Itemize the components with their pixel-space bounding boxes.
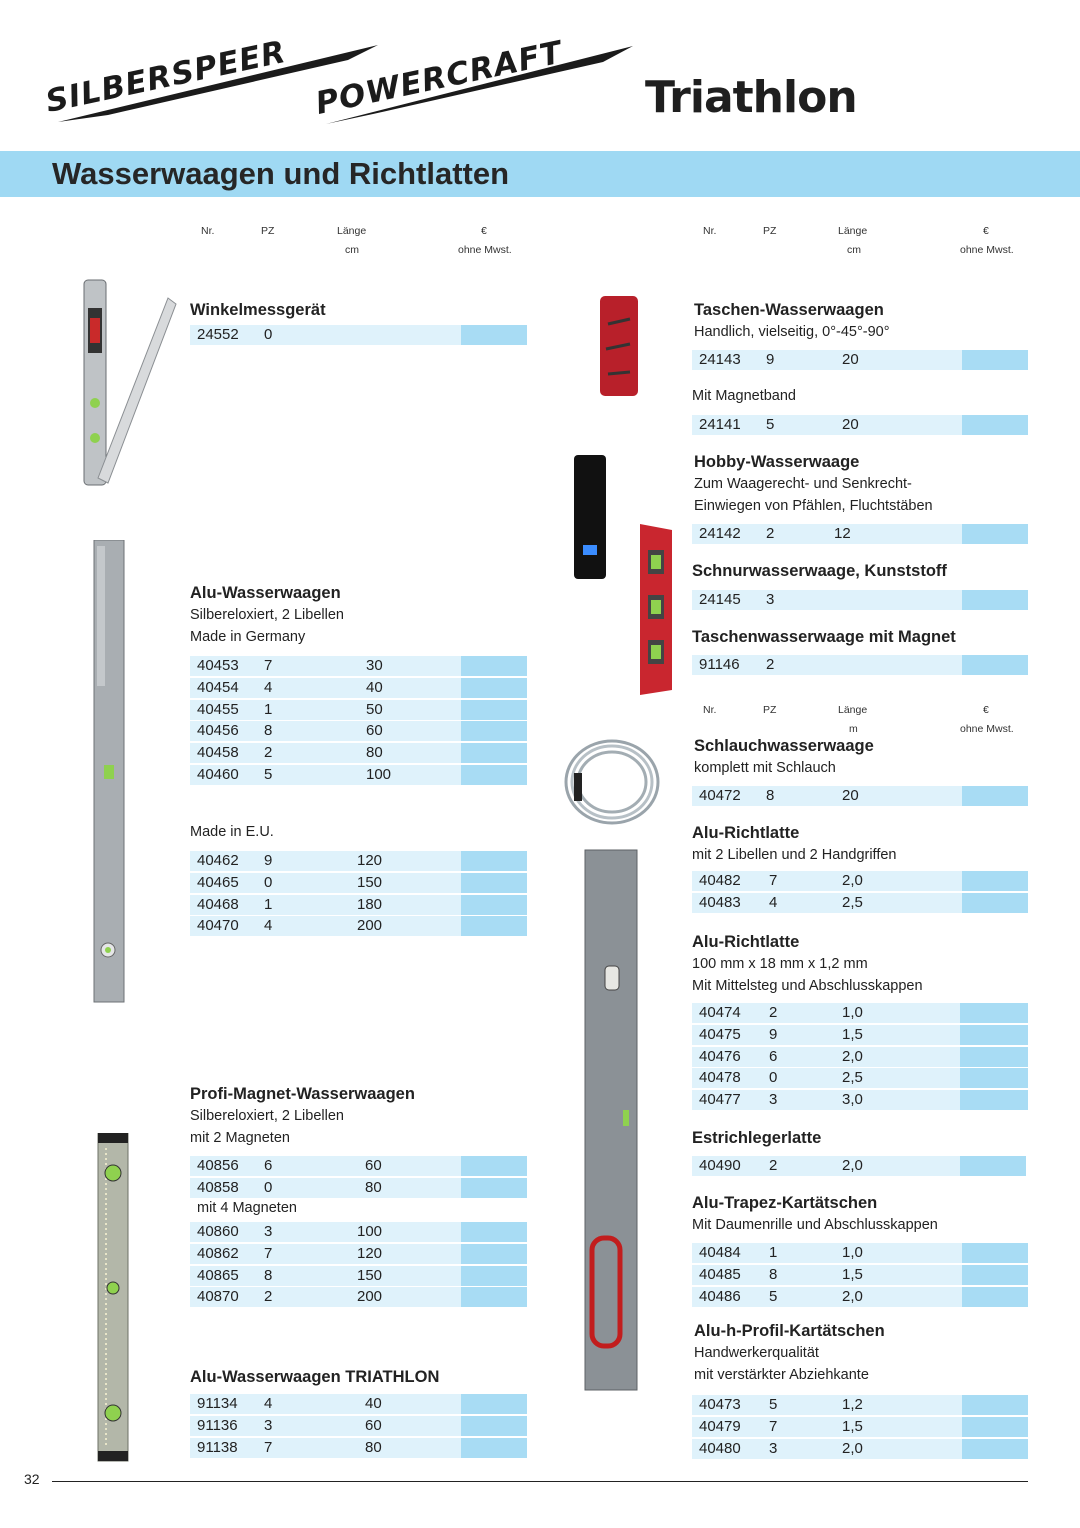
article-number: 40858	[197, 1178, 239, 1196]
article-number: 40458	[197, 744, 239, 762]
article-number: 40477	[699, 1091, 741, 1109]
article-number: 91134	[197, 1395, 238, 1412]
aluminium-spirit-level-image	[92, 540, 126, 1005]
article-number: 40474	[699, 1004, 741, 1021]
article-number: 40460	[197, 765, 239, 783]
article-number: 40453	[197, 657, 239, 674]
article-number: 40468	[197, 895, 239, 913]
pocket-level-red-image	[598, 294, 640, 398]
header-nr: Nr.	[703, 704, 717, 716]
article-number: 91136	[197, 1416, 238, 1434]
length-value: 40	[365, 1395, 382, 1412]
article-number: 40472	[699, 787, 741, 804]
length-value: 1,0	[842, 1244, 863, 1261]
length-value: 200	[357, 1288, 383, 1306]
brand-logo-triathlon: Triathlon	[645, 72, 857, 123]
length-value: 80	[365, 1178, 382, 1196]
section-subtitle: mit verstärkter Abziehkante	[694, 1367, 869, 1383]
hose-level-image	[560, 735, 664, 829]
article-number: 40475	[699, 1025, 741, 1043]
pack-quantity: 8	[264, 722, 273, 740]
length-value: 2,5	[842, 1069, 863, 1087]
pack-quantity: 0	[264, 326, 273, 343]
article-number: 40483	[699, 893, 741, 911]
article-number: 40462	[197, 852, 239, 869]
article-number: 40478	[699, 1069, 741, 1087]
section-title-profi-magnet: Profi-Magnet-Wasserwaagen	[190, 1085, 415, 1103]
pack-quantity: 4	[264, 1395, 273, 1412]
pack-quantity: 3	[769, 1091, 778, 1109]
length-value: 1,5	[842, 1265, 863, 1283]
header-tax: ohne Mwst.	[960, 723, 1014, 735]
length-value: 60	[365, 1416, 382, 1434]
length-value: 1,5	[842, 1025, 863, 1043]
article-number: 40479	[699, 1417, 741, 1435]
brand-logo-powercraft	[312, 34, 638, 134]
length-value: 200	[357, 917, 383, 935]
article-number: 91146	[699, 656, 740, 673]
article-number: 40870	[197, 1288, 239, 1306]
article-number: 40465	[197, 873, 239, 891]
pack-quantity: 0	[769, 1069, 778, 1087]
section-subtitle: Mit Mittelsteg und Abschlusskappen	[692, 978, 923, 994]
section-title-hobby: Hobby-Wasserwaage	[694, 453, 860, 471]
pack-quantity: 2	[264, 744, 273, 762]
pack-quantity: 2	[766, 656, 775, 673]
header-length: Länge	[838, 225, 868, 237]
length-value: 2,0	[842, 1439, 863, 1457]
length-value: 150	[357, 1266, 383, 1284]
header-nr: Nr.	[703, 225, 717, 237]
pack-quantity: 1	[264, 700, 273, 718]
length-value: 60	[366, 722, 383, 740]
pack-quantity: 3	[264, 1223, 273, 1240]
length-value: 120	[357, 852, 383, 869]
article-number: 24141	[699, 416, 741, 433]
header-unit: cm	[847, 244, 861, 256]
header-tax: ohne Mwst.	[960, 244, 1014, 256]
header-unit: cm	[345, 244, 359, 256]
pack-quantity: 7	[769, 872, 778, 889]
length-value: 80	[366, 744, 383, 762]
pack-quantity: 9	[766, 351, 775, 368]
made-in-eu-label: Made in E.U.	[190, 824, 274, 840]
section-subtitle: komplett mit Schlauch	[694, 760, 836, 776]
length-value: 150	[357, 873, 383, 891]
section-subtitle: Einwiegen von Pfählen, Fluchtstäben	[694, 498, 933, 514]
pack-quantity: 3	[766, 591, 775, 608]
pack-quantity: 7	[264, 1244, 273, 1262]
aluminium-straightedge-image	[583, 848, 639, 1393]
pack-quantity: 3	[769, 1439, 778, 1457]
section-title-taschen-magnet: Taschenwasserwaage mit Magnet	[692, 628, 956, 646]
header-nr: Nr.	[201, 225, 215, 237]
section-subtitle: 100 mm x 18 mm x 1,2 mm	[692, 956, 868, 972]
pack-quantity: 5	[766, 416, 775, 433]
length-value: 60	[365, 1157, 382, 1174]
article-number: 24143	[699, 351, 741, 368]
article-number: 40470	[197, 917, 239, 935]
section-title-richtlatte-2: Alu-Richtlatte	[692, 933, 800, 951]
pack-quantity: 3	[264, 1416, 273, 1434]
article-number: 24145	[699, 591, 741, 608]
section-title-trapez: Alu-Trapez-Kartätschen	[692, 1194, 878, 1212]
pack-quantity: 1	[769, 1244, 778, 1261]
pack-quantity: 6	[769, 1047, 778, 1065]
section-title-estrich: Estrichlegerlatte	[692, 1129, 822, 1147]
header-pz: PZ	[763, 225, 777, 237]
pack-quantity: 4	[769, 893, 778, 911]
pack-quantity: 7	[264, 657, 273, 674]
article-number: 40476	[699, 1047, 741, 1065]
article-number: 40480	[699, 1439, 741, 1457]
section-title-schlauch: Schlauchwasserwaage	[694, 737, 874, 755]
pack-quantity: 0	[264, 1178, 273, 1196]
length-value: 20	[842, 416, 859, 433]
article-number: 40862	[197, 1244, 239, 1262]
pack-quantity: 0	[264, 873, 273, 891]
header-tax: ohne Mwst.	[458, 244, 512, 256]
article-number: 40856	[197, 1157, 239, 1174]
section-title-h-profil: Alu-h-Profil-Kartätschen	[694, 1322, 885, 1340]
angle-meter-image	[78, 278, 180, 488]
pack-quantity: 5	[769, 1396, 778, 1413]
silberspeer-wordmark: SILBERSPEER	[42, 33, 290, 120]
length-value: 3,0	[842, 1091, 863, 1109]
length-value: 30	[366, 657, 383, 674]
section-subtitle: Mit Daumenrille und Abschlusskappen	[692, 1217, 938, 1233]
pack-quantity: 2	[769, 1004, 778, 1021]
pack-quantity: 9	[769, 1025, 778, 1043]
section-title-richtlatte-1: Alu-Richtlatte	[692, 824, 800, 842]
header-length: Länge	[838, 704, 868, 716]
section-subtitle: Made in Germany	[190, 629, 306, 645]
pack-quantity: 4	[264, 917, 273, 935]
header-currency: €	[983, 704, 989, 716]
section-title-taschen: Taschen-Wasserwaagen	[694, 301, 884, 319]
pack-quantity: 6	[264, 1157, 273, 1174]
header-length: Länge	[337, 225, 367, 237]
pack-quantity: 2	[264, 1288, 273, 1306]
length-value: 1,0	[842, 1004, 863, 1021]
length-value: 20	[842, 351, 859, 368]
header-unit: m	[849, 723, 858, 735]
length-value: 2,5	[842, 893, 863, 911]
length-value: 1,5	[842, 1417, 863, 1435]
article-number: 24142	[699, 525, 741, 542]
article-number: 40486	[699, 1287, 741, 1305]
magnetic-spirit-level-image	[96, 1133, 130, 1463]
pack-quantity: 2	[769, 1157, 778, 1174]
article-number: 40454	[197, 678, 239, 696]
length-value: 100	[357, 1223, 383, 1240]
pack-quantity: 4	[264, 678, 273, 696]
section-subtitle: Handwerkerqualität	[694, 1345, 819, 1361]
pack-quantity: 7	[769, 1417, 778, 1435]
section-subtitle: Silbereloxiert, 2 Libellen	[190, 1108, 344, 1124]
length-value: 80	[365, 1438, 382, 1456]
length-value: 1,2	[842, 1396, 863, 1413]
magnet-band-label: Mit Magnetband	[692, 388, 796, 404]
header-currency: €	[481, 225, 487, 237]
pack-quantity: 1	[264, 895, 273, 913]
article-number: 24552	[197, 326, 239, 343]
header-currency: €	[983, 225, 989, 237]
torpedo-level-red-image	[638, 520, 674, 696]
article-number: 40860	[197, 1223, 239, 1240]
article-number: 40482	[699, 872, 741, 889]
pack-quantity: 5	[769, 1287, 778, 1305]
pack-quantity: 2	[766, 525, 775, 542]
section-subtitle: mit 2 Libellen und 2 Handgriffen	[692, 847, 897, 863]
length-value: 180	[357, 895, 383, 913]
length-value: 100	[366, 765, 392, 783]
article-number: 40485	[699, 1265, 741, 1283]
article-number: 91138	[197, 1438, 238, 1456]
article-number: 40865	[197, 1266, 239, 1284]
section-title-alu-wasserwaagen: Alu-Wasserwaagen	[190, 584, 341, 602]
length-value: 20	[842, 787, 859, 804]
length-value: 120	[357, 1244, 383, 1262]
length-value: 40	[366, 678, 383, 696]
pack-quantity: 8	[769, 1265, 778, 1283]
section-subtitle: Handlich, vielseitig, 0°-45°-90°	[694, 324, 890, 340]
section-subtitle: mit 2 Magneten	[190, 1130, 290, 1146]
pack-quantity: 9	[264, 852, 273, 869]
header-pz: PZ	[261, 225, 275, 237]
length-value: 50	[366, 700, 383, 718]
article-number: 40473	[699, 1396, 741, 1413]
article-number: 40484	[699, 1244, 741, 1261]
footer-divider	[52, 1481, 1028, 1482]
pack-quantity: 8	[766, 787, 775, 804]
section-title-triathlon: Alu-Wasserwaagen TRIATHLON	[190, 1368, 440, 1386]
article-number: 40455	[197, 700, 239, 718]
page-number: 32	[24, 1471, 40, 1487]
section-title-schnur: Schnurwasserwaage, Kunststoff	[692, 562, 947, 580]
header-pz: PZ	[763, 704, 777, 716]
length-value: 2,0	[842, 872, 863, 889]
article-number: 40490	[699, 1157, 741, 1174]
page-title: Wasserwaagen und Richtlatten	[52, 156, 510, 191]
powercraft-wordmark: POWERCRAFT	[312, 34, 566, 122]
section-subtitle: Silbereloxiert, 2 Libellen	[190, 607, 344, 623]
pack-quantity: 5	[264, 765, 273, 783]
section-subtitle: Zum Waagerecht- und Senkrecht-	[694, 476, 912, 492]
length-value: 2,0	[842, 1287, 863, 1305]
pack-quantity: 7	[264, 1438, 273, 1456]
hobby-level-black-image	[573, 453, 607, 581]
four-magnets-label: mit 4 Magneten	[197, 1200, 297, 1216]
section-title-winkelmessgeraet: Winkelmessgerät	[190, 301, 326, 319]
length-value: 12	[834, 525, 851, 542]
article-number: 40456	[197, 722, 239, 740]
length-value: 2,0	[842, 1157, 863, 1174]
length-value: 2,0	[842, 1047, 863, 1065]
pack-quantity: 8	[264, 1266, 273, 1284]
